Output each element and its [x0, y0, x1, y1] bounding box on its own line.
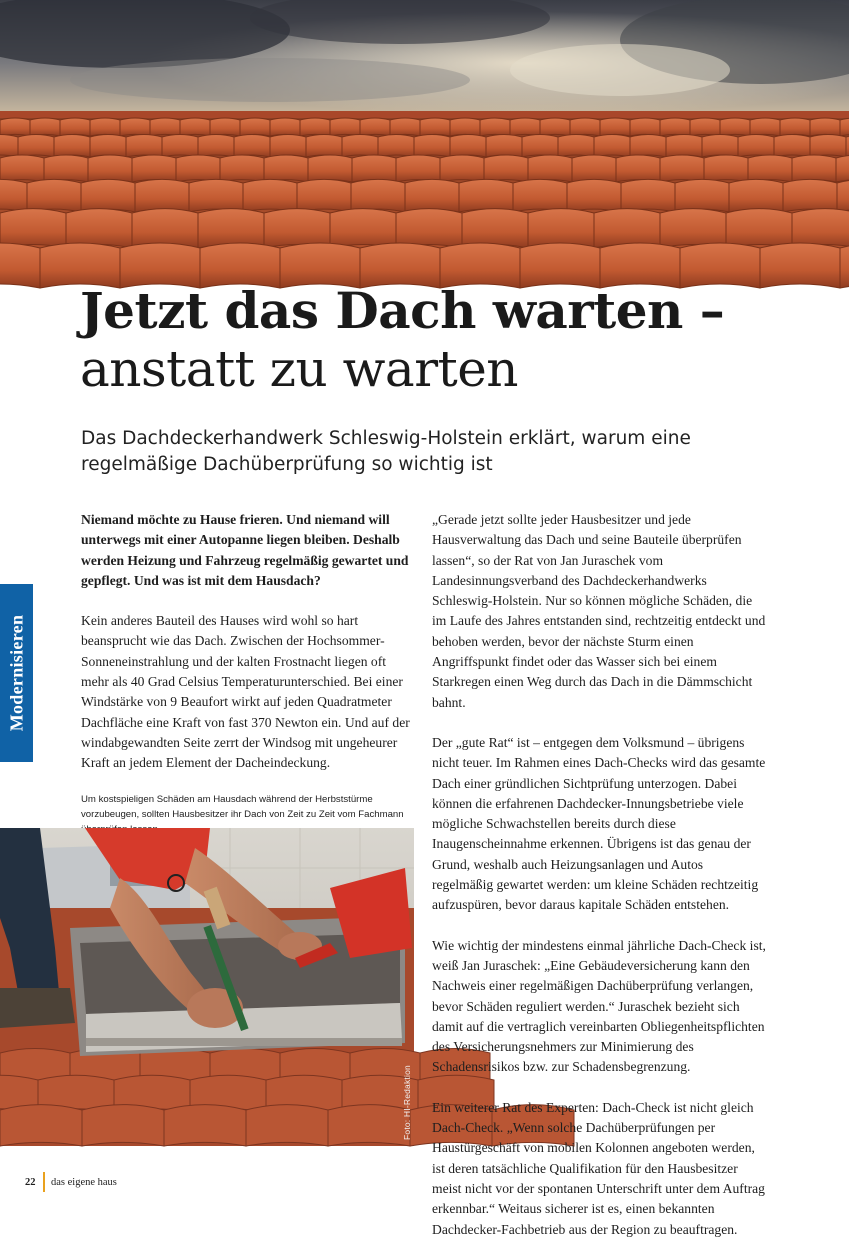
roof-tile [440, 155, 484, 182]
headline-line-1: Jetzt das Dach warten – [80, 281, 725, 340]
roof-tile [90, 135, 126, 158]
roof-tile [390, 118, 420, 136]
roof-tile [0, 155, 44, 182]
roof-tile [675, 179, 729, 212]
article-subtitle: Das Dachdeckerhandwerk Schleswig-Holstein erklärt, warum eine regelmäßige Dachüberprüfung so wichtig ist [81, 428, 691, 475]
roof-tile [243, 179, 297, 212]
hero-roof-illustration [0, 0, 849, 263]
roof-tile [750, 118, 780, 136]
roof-tile [836, 155, 849, 182]
roof-tile [0, 243, 40, 288]
roof-tile [840, 118, 849, 136]
roof-tile [840, 243, 849, 288]
roofer-photo [0, 828, 414, 1146]
photo-roof-tile [164, 1105, 246, 1146]
body-paragraph: Kein anderes Bauteil des Hauses wird wohl so hart beansprucht wie das Dach. Zwischen der Hochsommer-Sonneneinstrahlung und der kalten Frostnacht liegen oft mehr als 40 Grad Celsius Temperaturunterschied. Bei einer Windstärke von 9 Beaufort wirkt auf jeden Quadratmeter Dachfläche eine Kraft von fast 370 Newton ein. Und auf der windabgewandten Seite zerrt der Windsog mit ungeheurer Kraft an jedem Element der Dacheindeckung. [81, 613, 410, 771]
roof-tile [27, 179, 81, 212]
roof-tile [132, 155, 176, 182]
roof-tile [270, 118, 300, 136]
roof-tile [405, 179, 459, 212]
left-column [81, 510, 414, 857]
section-tab [0, 584, 33, 762]
roof-tiles [0, 118, 849, 288]
roof-tile [330, 118, 360, 136]
roof-tile [150, 118, 180, 136]
hero-image [0, 0, 849, 263]
roof-tile [234, 135, 270, 158]
roof-tile [126, 135, 162, 158]
roof-tile [396, 155, 440, 182]
photo-caption: Um kostspieligen Schäden am Hausdach während der Herbststürme vorzubeugen, sollten Hausbesitzer ihr Dach von Zeit zu Zeit vom Fachmann [81, 793, 404, 820]
roof-tile [486, 135, 522, 158]
roof-tile [450, 118, 480, 136]
roof-tile [0, 135, 18, 158]
roof-tile [450, 135, 486, 158]
roof-tile [44, 155, 88, 182]
roof-tile [198, 135, 234, 158]
photo-roof-tile [82, 1105, 164, 1146]
roof-tile [189, 179, 243, 212]
photo-roof-tile [246, 1105, 328, 1146]
roof-tile [720, 118, 750, 136]
lead-paragraph: Niemand möchte zu Hause frieren. Und niemand will unterwegs mit einer Autopanne liegen bleiben. Deshalb werden Heizung und Fahrzeug regelmäßig gewartet und gepflegt. Und was ist mit dem Hausdach? [81, 512, 409, 588]
roof-tile [528, 209, 594, 248]
roof-tile [594, 209, 660, 248]
roof-tile [264, 209, 330, 248]
roof-tile [528, 155, 572, 182]
roof-tile [351, 179, 405, 212]
roof-tile [210, 118, 240, 136]
roof-tile [264, 155, 308, 182]
roof-tile [462, 209, 528, 248]
roof-tile [176, 155, 220, 182]
roof-tile [132, 209, 198, 248]
roof-tile [297, 179, 351, 212]
roof-tile [220, 155, 264, 182]
roof-tile [306, 135, 342, 158]
roof-tile [729, 179, 783, 212]
roof-tile [774, 135, 810, 158]
roof-tile [81, 179, 135, 212]
roof-tile [120, 118, 150, 136]
photo-credit: Foto: HI-Redaktion [402, 1065, 412, 1140]
photo-roof-tile [0, 1105, 82, 1146]
roof-tile [300, 118, 330, 136]
roof-tile [360, 118, 390, 136]
roof-tile [459, 179, 513, 212]
roof-tile [522, 135, 558, 158]
headline-line-2: anstatt zu warten [80, 340, 518, 398]
roof-tile [54, 135, 90, 158]
roof-tile [414, 135, 450, 158]
right-paragraph-1: „Gerade jetzt sollte jeder Hausbesitzer und jede Hausverwaltung das Dach und seine Bauteile überprüfen lassen“, so der Rat von Jan Juraschek vom Landesinnungsverband des Dachdeckerhandwerks Schleswig-Holstein. Nur so können mögliche Schäden, die im Laufe des Jahres entstanden sind, rechtzeitig entdeckt und behoben werden, bevor der nächste Sturm einen Angriffspunkt findet oder das Wasser sich bei einem Starkregen einen Weg durch das Dach in die Dämmschicht bahnt. [432, 512, 766, 710]
roof-tile [837, 179, 849, 212]
roof-tile [66, 209, 132, 248]
roof-tile [510, 118, 540, 136]
roof-tile [480, 118, 510, 136]
roof-tile [726, 209, 792, 248]
roof-tile [630, 135, 666, 158]
right-paragraph-2: Der „gute Rat“ ist – entgegen dem Volksmund – übrigens nicht teuer. Im Rahmen eines Dach-Checks wird das gesamte Dach einer gründlichen Sichtprüfung unterzogen. Dabei können die erfahrenen Dachdecker-Innungsbetriebe viele mögliche Schwachstellen bereits durch diese Inaugenscheinnahme erkennen. Übrigens ist das genau der Grund, weshalb auch Heizungsanlagen und Autos regelmäßig gewartet werden: um kleine Schäden rechtzeitig aufzuspüren, bevor daraus kapitale Schäden entstehen. [432, 734, 766, 913]
roof-tile [0, 179, 27, 212]
roof-tile [748, 155, 792, 182]
roof-tile [570, 118, 600, 136]
footer-divider [43, 1172, 46, 1192]
roof-tile [270, 135, 306, 158]
section-tab-label: Modernisieren [6, 614, 26, 732]
roof-tile [783, 179, 837, 212]
roof-tile [198, 209, 264, 248]
roof-tile [666, 135, 702, 158]
roof-tile [513, 179, 567, 212]
roof-tile [780, 118, 810, 136]
magazine-name: das eigene haus [51, 1176, 117, 1188]
roof-tile [660, 118, 690, 136]
roof-tile [690, 118, 720, 136]
roof-tile [90, 118, 120, 136]
roof-tile [420, 118, 450, 136]
roof-tile [88, 155, 132, 182]
roof-tile [308, 155, 352, 182]
roofer-illustration [0, 828, 414, 1146]
roof-tile [738, 135, 774, 158]
right-paragraph-3: Wie wichtig der mindestens einmal jährliche Dach-Check ist, weiß Jan Juraschek: „Eine Gebäudeversicherung kann den Nachweis einer regelmäßigen Dachüberprüfung verlangen, bevor Schäden reguliert werden.“ Juraschek bezieht sich damit auf die vertraglich vereinbarten Obliegenheitspflichten des Versicherungsnehmers zur Minimierung des Schadensrisikos bzw. zur Schadensbegrenzung. [432, 937, 766, 1075]
roof-tile [810, 135, 846, 158]
roof-tile [484, 155, 528, 182]
page-footer [25, 1172, 117, 1192]
roof-tile [660, 155, 704, 182]
roof-tile [378, 135, 414, 158]
roof-tile [342, 135, 378, 158]
roof-tile [621, 179, 675, 212]
roof-tile [0, 209, 66, 248]
roof-tile [396, 209, 462, 248]
roof-tile [792, 209, 849, 248]
roof-tile [558, 135, 594, 158]
roof-tile [330, 209, 396, 248]
roof-tile [30, 118, 60, 136]
roof-tile [540, 118, 570, 136]
roof-tile [600, 118, 630, 136]
roof-tile [702, 135, 738, 158]
roof-tile [162, 135, 198, 158]
roof-tile [0, 118, 30, 136]
article-headline [80, 282, 780, 398]
roof-tile [810, 118, 840, 136]
roof-tile [352, 155, 396, 182]
roof-tile [18, 135, 54, 158]
roof-tile [594, 135, 630, 158]
right-paragraph-4: Ein weiterer Rat des Experten: Dach-Check ist nicht gleich Dach-Check. „Wenn solche Dachüberprüfungen per Haustürgeschäft von mobilen Kolonnen angeboten werden, ist deren tatsächliche Qualifikation für den Hausbesitzer meist nicht vor der spontanen Unterschrift unter dem Auftrag erkennbar.“ Weitaus sicherer ist es, einen bekannten Dachdecker-Fachbetrieb aus der Region zu beauftragen. [432, 1099, 765, 1237]
roof-tile [567, 179, 621, 212]
right-column [432, 510, 766, 1260]
roof-tile [616, 155, 660, 182]
roof-tile [240, 118, 270, 136]
photo-roof-tile [328, 1105, 410, 1146]
roof-tile [60, 118, 90, 136]
page-number: 22 [25, 1176, 36, 1188]
roof-tile [704, 155, 748, 182]
roof-tile [135, 179, 189, 212]
roof-tile [180, 118, 210, 136]
roof-tile [630, 118, 660, 136]
roof-tile [660, 209, 726, 248]
roof-tile [792, 155, 836, 182]
roof-tile [572, 155, 616, 182]
